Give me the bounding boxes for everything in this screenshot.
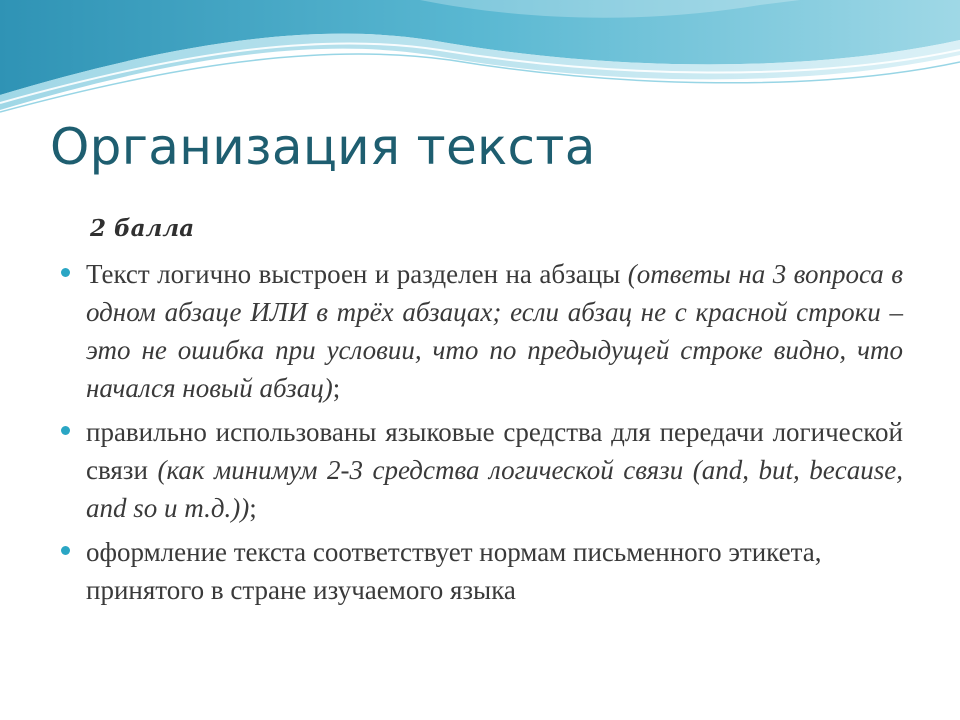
item-main-text: правильно использованы языковые средства для передачи логической связи <box>86 417 903 485</box>
item-main-text: оформление текста соответствует нормам письменного этикета, принятого в стране изучаемого языка <box>86 537 822 605</box>
item-note-text: (как минимум 2-3 средства логической связи (and, but, because, and so и т.д.)) <box>86 455 903 523</box>
bullet-icon <box>61 426 70 435</box>
item-note-text: (ответы на 3 вопроса в одном абзаце ИЛИ в трёх абзацах; если абзац не с красной строки – это не ошибка при условии, что по предыдущей строке видно, что начался новый абзац) <box>86 259 903 403</box>
bullet-icon <box>61 268 70 277</box>
item-tail-text: ; <box>249 493 257 523</box>
list-item <box>58 413 903 527</box>
criteria-list <box>58 255 903 615</box>
list-item-text <box>86 533 903 609</box>
header-wave-decoration <box>0 0 960 130</box>
list-item <box>58 533 903 609</box>
points-label: 2 балла <box>90 215 195 242</box>
list-item <box>58 255 903 407</box>
bullet-icon <box>61 546 70 555</box>
item-tail-text: ; <box>332 373 341 403</box>
list-item-text <box>86 413 903 527</box>
slide-title: Организация текста <box>50 118 596 176</box>
item-main-text: Текст логично выстроен и разделен на абзацы <box>86 259 628 289</box>
list-item-text <box>86 255 903 407</box>
